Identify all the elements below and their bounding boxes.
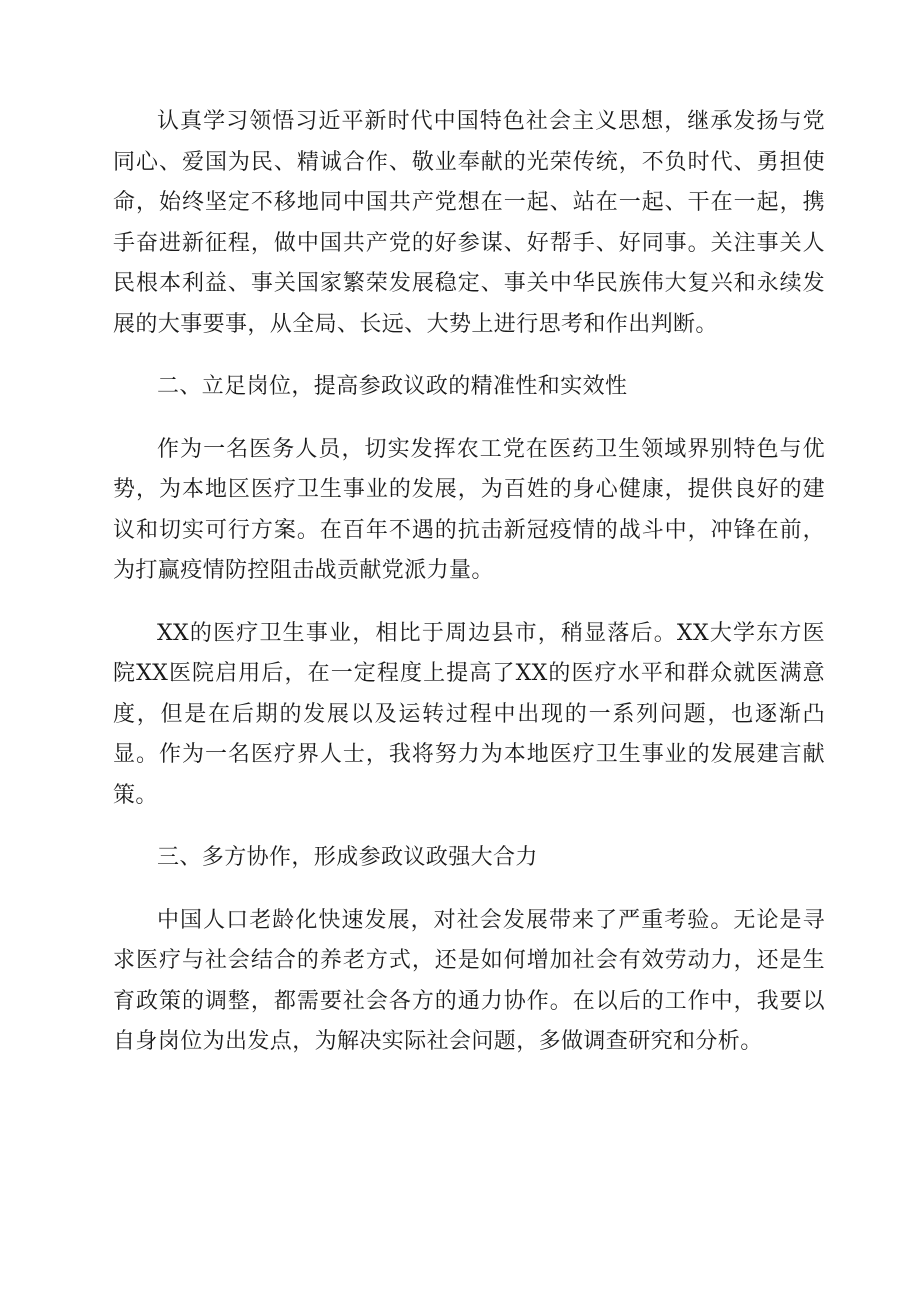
paragraph-1: 认真学习领悟习近平新时代中国特色社会主义思想，继承发扬与党同心、爱国为民、精诚合作、敬业奉献的光荣传统，不负时代、勇担使命，始终坚定不移地同中国共产党想在一起、站在一起、干在一起，携手奋进新征程，做中国共产党的好参谋、好帮手、好同事。关注事关人民根本利益、事关国家繁荣发展稳定、事关中华民族伟大复兴和永续发展的大事要事，从全局、长远、大势上进行思考和作出判断。 bbox=[113, 109, 825, 337]
document-body bbox=[113, 102, 825, 1063]
section-heading-2: 二、立足岗位，提高参政议政的精准性和实效性 bbox=[157, 374, 628, 399]
paragraph-4: 中国人口老龄化快速发展，对社会发展带来了严重考验。无论是寻求医疗与社会结合的养老方式，还是如何增加社会有效劳动力，还是生育政策的调整，都需要社会各方的通力协作。在以后的工作中，我要以自身岗位为出发点，为解决实际社会问题，多做调查研究和分析。 bbox=[113, 907, 825, 1054]
section-heading-3: 三、多方协作，形成参政议政强大合力 bbox=[157, 845, 538, 870]
paragraph-3: XX的医疗卫生事业，相比于周边县市，稍显落后。XX大学东方医院XX医院启用后，在一定程度上提高了XX的医疗水平和群众就医满意度，但是在后期的发展以及运转过程中出现的一系列问题，也逐渐凸显。作为一名医疗界人士，我将努力为本地医疗卫生事业的发展建言献策。 bbox=[113, 620, 825, 808]
paragraph-2: 作为一名医务人员，切实发挥农工党在医药卫生领域界别特色与优势，为本地区医疗卫生事业的发展，为百姓的身心健康，提供良好的建议和切实可行方案。在百年不遇的抗击新冠疫情的战斗中，冲锋在前，为打赢疫情防控阻击战贡献党派力量。 bbox=[113, 436, 825, 583]
